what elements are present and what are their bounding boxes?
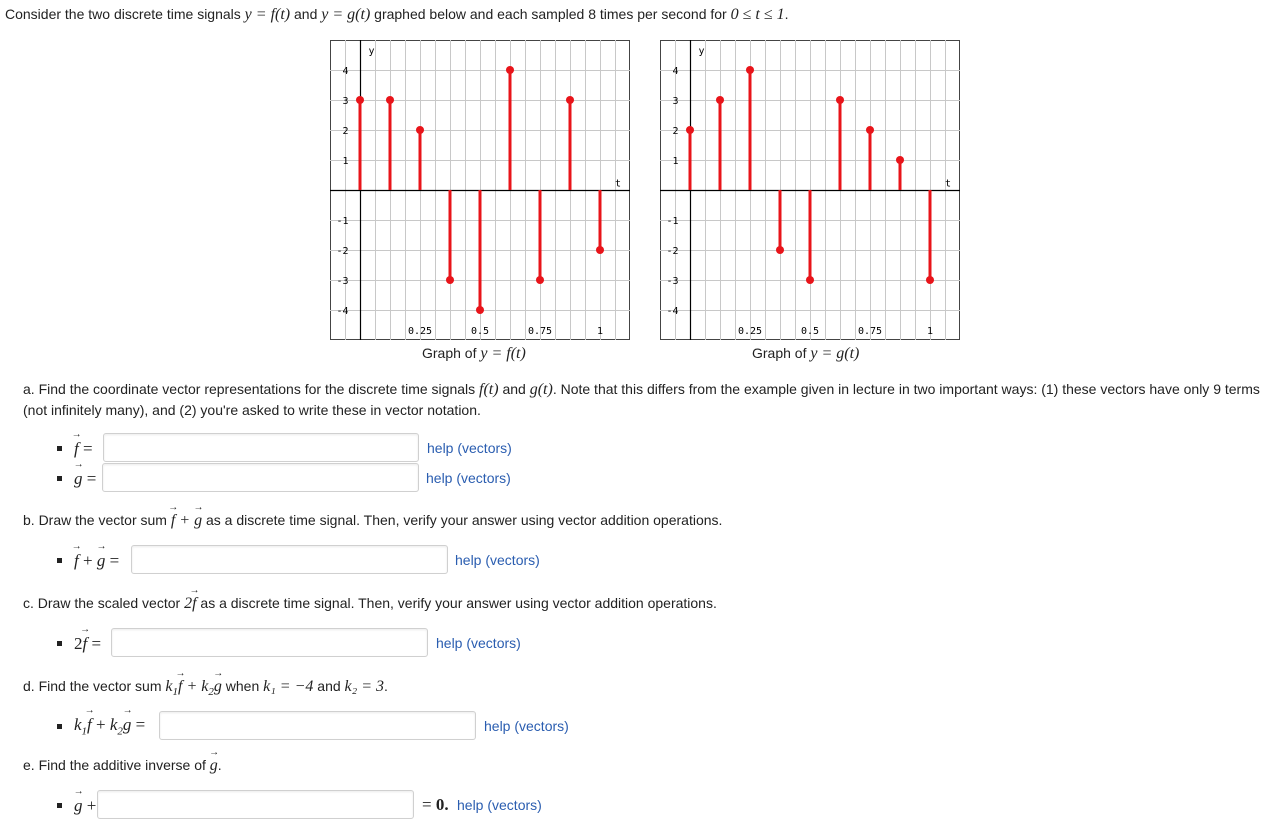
answer-ginv-input[interactable] xyxy=(97,790,414,819)
x-tick-label: 0.25 xyxy=(407,326,433,337)
help-vectors-link-g[interactable]: help (vectors) xyxy=(426,470,511,486)
y-tick-label: 4 xyxy=(342,66,349,77)
x-tick-label: 0.75 xyxy=(527,326,553,337)
x-axis-label: t xyxy=(614,178,622,190)
equals-zero-label: = 0. xyxy=(422,795,449,814)
stem-point xyxy=(596,246,604,254)
bullet xyxy=(57,558,62,563)
item-ginv xyxy=(57,790,96,821)
stem-point xyxy=(386,96,394,104)
stem-point xyxy=(566,96,574,104)
item-g xyxy=(57,463,96,494)
bullet xyxy=(57,641,62,646)
part-a-text: a. Find the coordinate vector representations for the discrete time signals f(t) and g(t). Note that this differs from the example given in lecture in two important ways: (1) these vectors have only 9 terms (not infinitely many), and (2) you're asked to write these in vector notation. xyxy=(23,381,1260,418)
stem-point xyxy=(836,96,844,104)
y-tick-label: -3 xyxy=(336,276,349,287)
x-tick-label: 0.5 xyxy=(800,326,820,337)
stem-point xyxy=(866,126,874,134)
y-tick-label: -3 xyxy=(666,276,679,287)
label-f: → f = xyxy=(74,439,93,459)
label-ginv: → g + xyxy=(74,796,96,816)
y-tick-label: -1 xyxy=(336,216,349,227)
part-b-text: b. Draw the vector sum → f + → g as a discrete time signal. Then, verify your answer using vector addition operations. xyxy=(23,512,722,530)
x-tick-label: 0.5 xyxy=(470,326,490,337)
problem-intro: Consider the two discrete time signals y = f(t) and y = g(t) graphed below and each sampled 8 times per second for 0 ≤ t ≤ 1. xyxy=(5,6,789,23)
caption-f: Graph of y = f(t) xyxy=(422,345,526,362)
stem-point xyxy=(476,306,484,314)
answer-f-input[interactable] xyxy=(103,433,419,462)
label-twof: 2→ f = xyxy=(74,634,101,654)
label-fplusg: → f + → g = xyxy=(74,551,119,571)
stem-point xyxy=(536,276,544,284)
y-tick-label: -1 xyxy=(666,216,679,227)
y-tick-label: 2 xyxy=(342,126,349,137)
y-tick-label: 3 xyxy=(672,96,679,107)
bullet xyxy=(57,803,62,808)
stem-point xyxy=(716,96,724,104)
help-vectors-link-k1fk2g[interactable]: help (vectors) xyxy=(484,718,569,734)
y-tick-label: -2 xyxy=(336,246,349,257)
answer-twof-input[interactable] xyxy=(111,628,428,657)
stem-point xyxy=(446,276,454,284)
chart-f-svg xyxy=(330,40,630,340)
stem-point xyxy=(776,246,784,254)
y-tick-label: 2 xyxy=(672,126,679,137)
x-axis-label: t xyxy=(944,178,952,190)
label-k1fk2g: $k_1\to f + k_2\to g$ = xyxy=(74,715,145,737)
stem-point xyxy=(746,66,754,74)
x-tick-label: 0.25 xyxy=(737,326,763,337)
stem-point xyxy=(506,66,514,74)
stem-point xyxy=(356,96,364,104)
stem-point xyxy=(806,276,814,284)
item-k1fk2g xyxy=(57,711,145,742)
answer-k1fk2g-input[interactable] xyxy=(159,711,476,740)
stem-point xyxy=(686,126,694,134)
part-e-text: e. Find the additive inverse of → g. xyxy=(23,757,222,775)
help-vectors-link-f[interactable]: help (vectors) xyxy=(427,440,512,456)
stem-point xyxy=(926,276,934,284)
help-vectors-link-fplusg[interactable]: help (vectors) xyxy=(455,552,540,568)
graph-f xyxy=(330,40,630,340)
bullet xyxy=(57,446,62,451)
y-tick-label: 3 xyxy=(342,96,349,107)
y-tick-label: 4 xyxy=(672,66,679,77)
y-tick-label: -2 xyxy=(666,246,679,257)
answer-g-input[interactable] xyxy=(102,463,419,492)
caption-g: Graph of y = g(t) xyxy=(752,345,860,362)
y-axis-label: y xyxy=(368,46,375,57)
help-vectors-link-twof[interactable]: help (vectors) xyxy=(436,635,521,651)
part-c-text: c. Draw the scaled vector 2→ f as a discrete time signal. Then, verify your answer using vector addition operations. xyxy=(23,595,717,613)
x-tick-label: 1 xyxy=(596,326,604,337)
y-tick-label: -4 xyxy=(666,306,679,317)
x-tick-label: 1 xyxy=(926,326,934,337)
help-vectors-link-ginv[interactable]: help (vectors) xyxy=(457,797,542,813)
stem-point xyxy=(896,156,904,164)
bullet xyxy=(57,724,62,729)
y-tick-label: 1 xyxy=(342,156,349,167)
item-fplusg xyxy=(57,545,119,576)
item-twof xyxy=(57,628,101,659)
part-d-text: d. Find the vector sum $k_1\to f + k_2\to g$ when k₁ = −4 and k₂ = 3. xyxy=(23,678,388,698)
bullet xyxy=(57,476,62,481)
chart-g-svg xyxy=(660,40,960,340)
x-tick-label: 0.75 xyxy=(857,326,883,337)
y-tick-label: -4 xyxy=(336,306,349,317)
stem-point xyxy=(416,126,424,134)
graph-g xyxy=(660,40,960,340)
y-tick-label: 1 xyxy=(672,156,679,167)
y-axis-label: y xyxy=(698,46,705,57)
label-g: → g = xyxy=(74,469,96,489)
answer-fplusg-input[interactable] xyxy=(131,545,448,574)
